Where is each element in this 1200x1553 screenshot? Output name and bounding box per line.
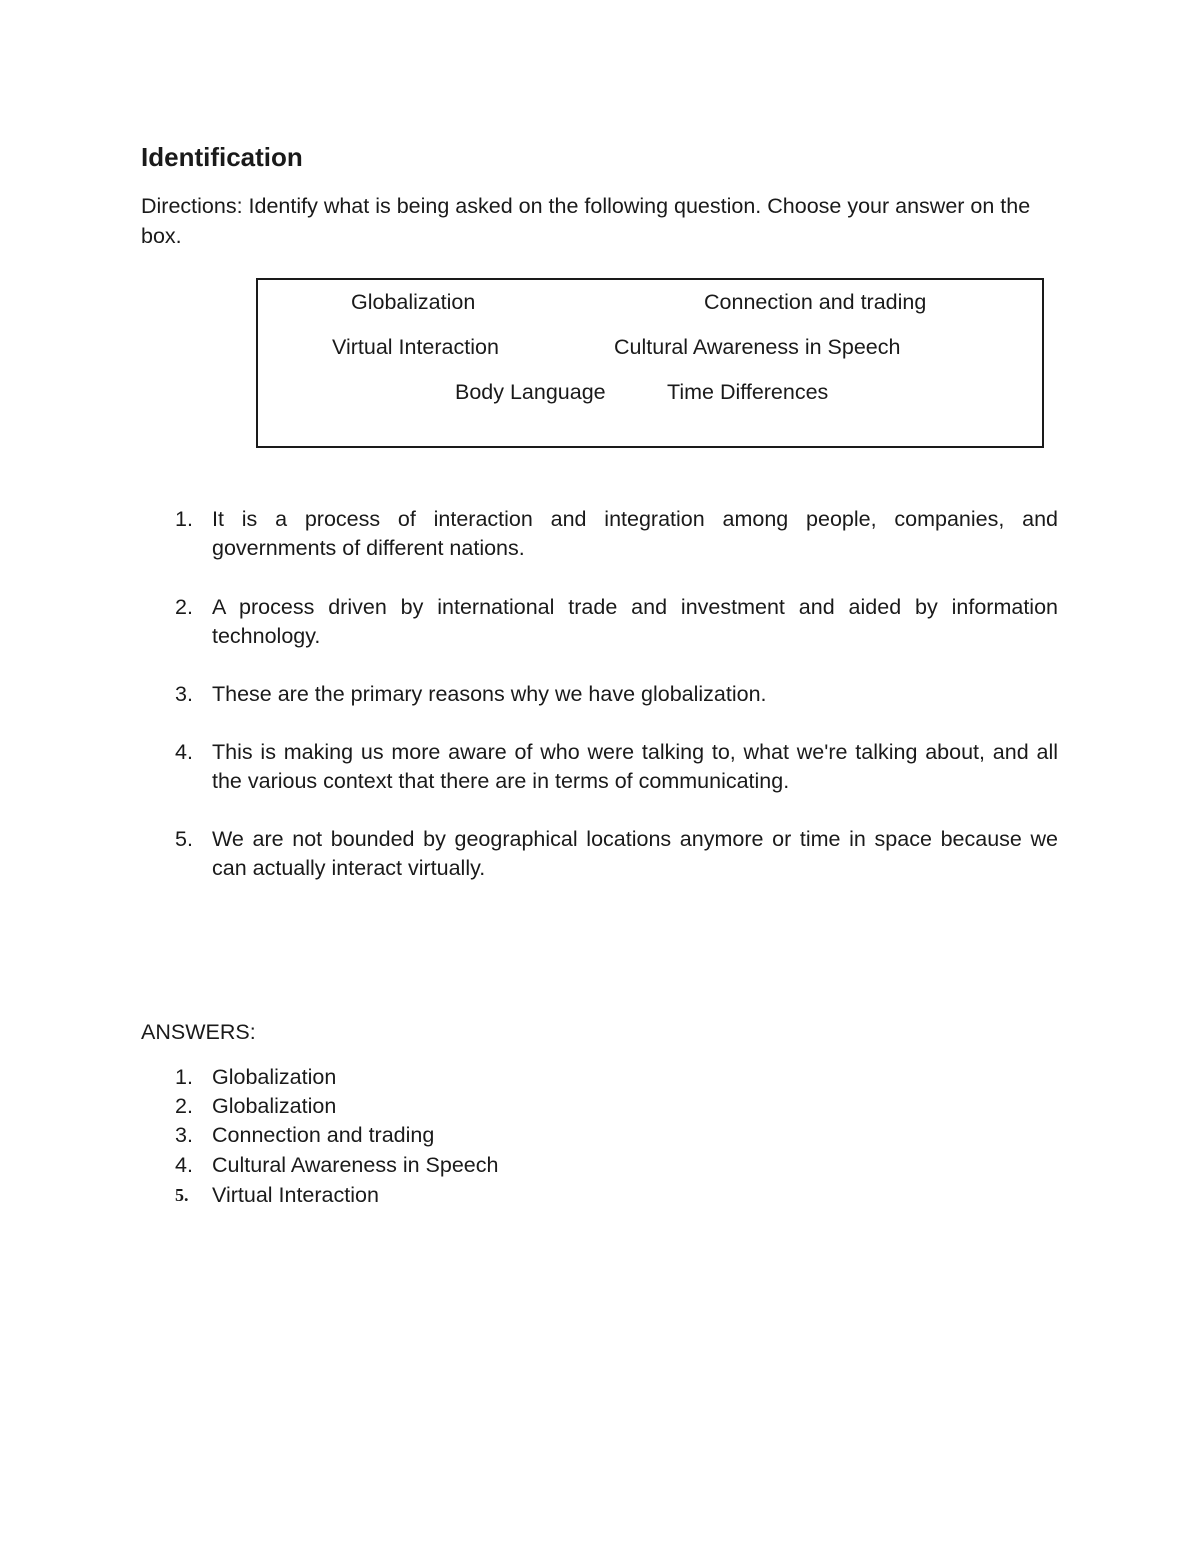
- choices-box: [256, 278, 1044, 448]
- answer-text: Connection and trading: [212, 1123, 435, 1147]
- answer-number: 1.: [175, 1065, 193, 1089]
- choice-time-differences: Time Differences: [667, 380, 829, 404]
- question-number: 5.: [175, 827, 193, 851]
- question-number: 2.: [175, 595, 193, 619]
- answer-number: 4.: [175, 1153, 193, 1177]
- question-text: It is a process of interaction and integration among people, companies, and governments of different nations.: [212, 507, 1058, 560]
- question-number: 3.: [175, 682, 193, 706]
- question-text: These are the primary reasons why we have globalization.: [212, 682, 767, 706]
- question-text: We are not bounded by geographical locations anymore or time in space because we can actually interact virtually.: [212, 827, 1058, 880]
- question-number: 1.: [175, 507, 193, 531]
- question-text: This is making us more aware of who were talking to, what we're talking about, and all the various context that there are in terms of communicating.: [212, 740, 1058, 793]
- answer-text: Globalization: [212, 1094, 337, 1118]
- choice-virtual-interaction: Virtual Interaction: [332, 335, 499, 359]
- answers-heading: ANSWERS:: [141, 1020, 256, 1044]
- question-text: A process driven by international trade and investment and aided by information technology.: [212, 595, 1058, 648]
- answer-text: Cultural Awareness in Speech: [212, 1153, 499, 1177]
- choice-body-language: Body Language: [455, 380, 606, 404]
- answer-number: 2.: [175, 1094, 193, 1118]
- answer-number: 3.: [175, 1123, 193, 1147]
- question-number: 4.: [175, 740, 193, 764]
- page-title: Identification: [141, 142, 303, 172]
- answer-number: 5.: [175, 1185, 189, 1205]
- answer-text: Virtual Interaction: [212, 1183, 379, 1207]
- directions-text: Directions: Identify what is being asked on the following question. Choose your answer on the box.: [141, 194, 1031, 248]
- choice-cultural-awareness: Cultural Awareness in Speech: [614, 335, 901, 359]
- answer-text: Globalization: [212, 1065, 337, 1089]
- choice-connection-and-trading: Connection and trading: [704, 290, 927, 314]
- choice-globalization: Globalization: [351, 290, 476, 314]
